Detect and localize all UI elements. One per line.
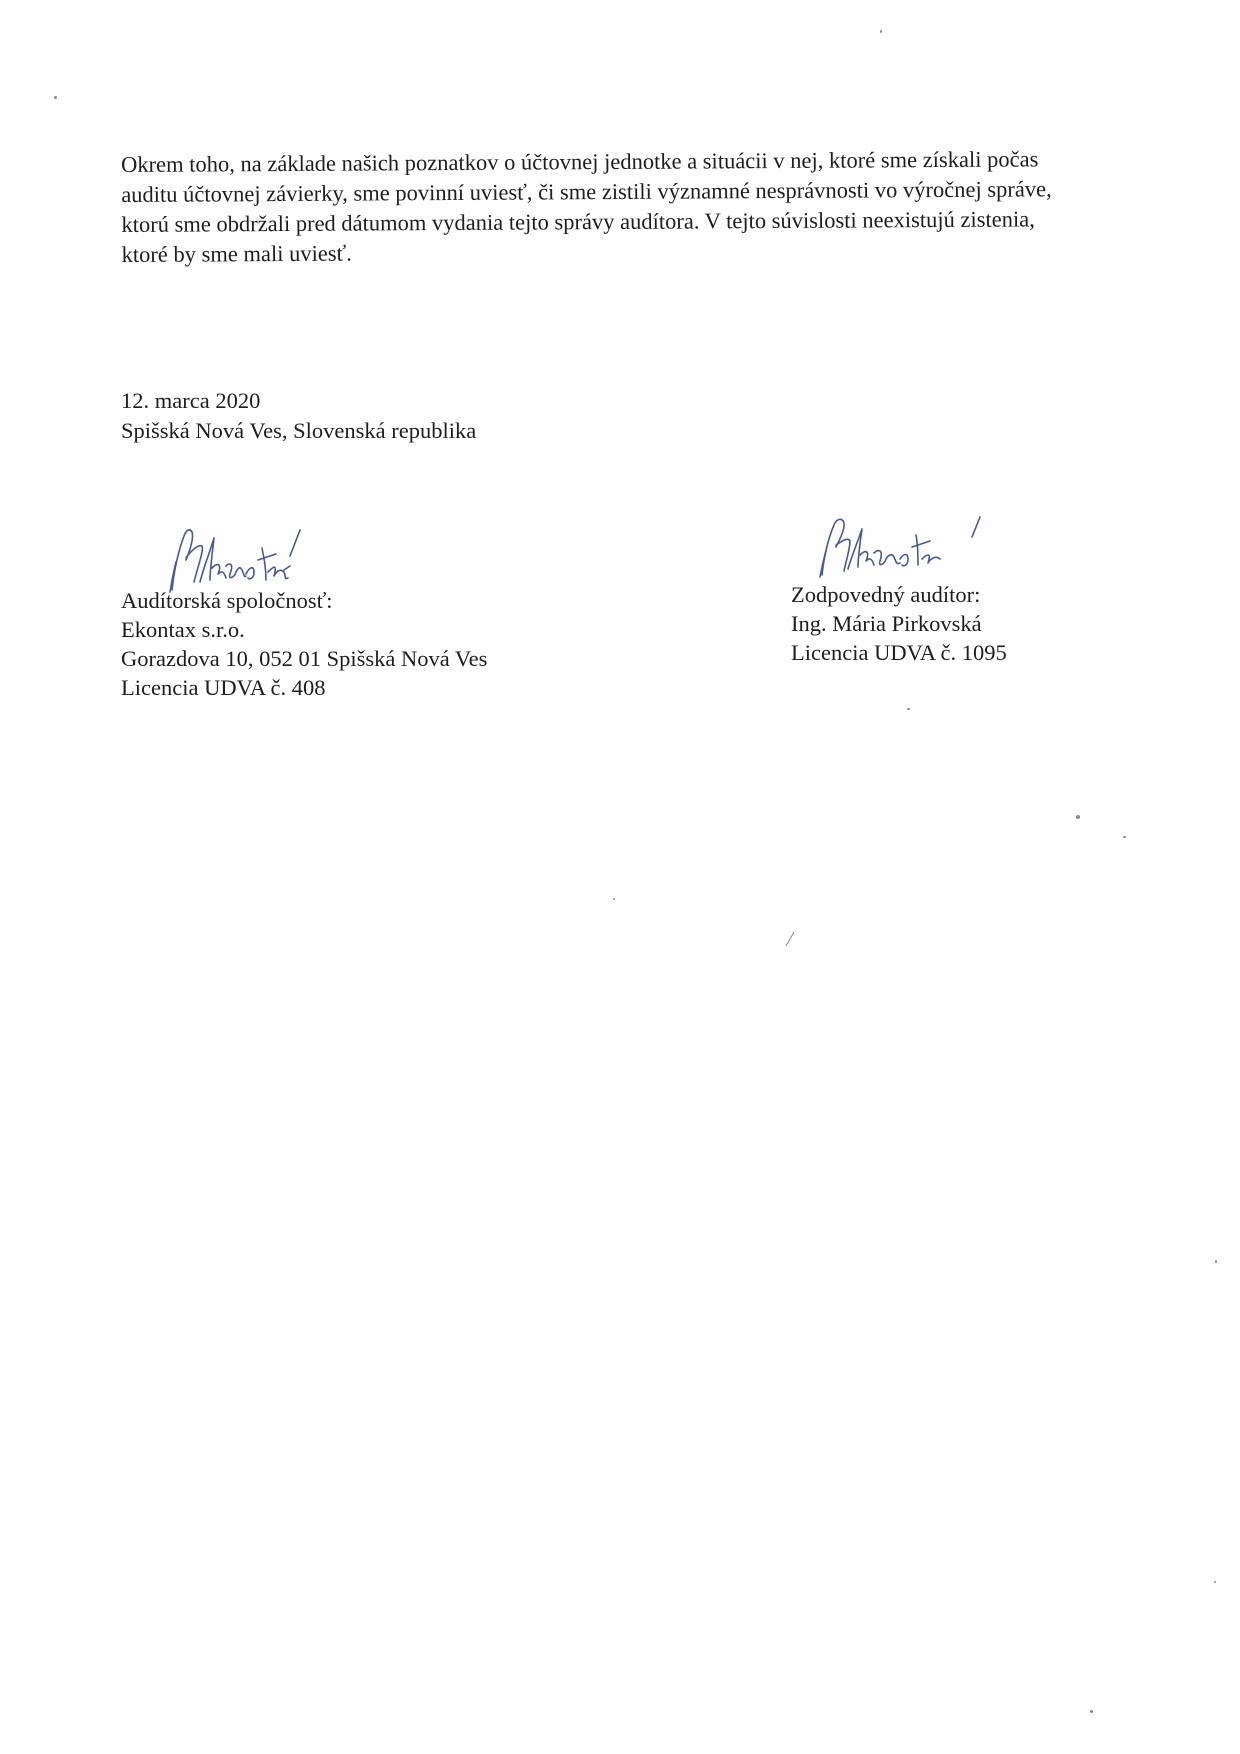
scan-speck [1123, 836, 1126, 838]
scan-speck [613, 898, 615, 900]
scan-speck [1214, 1581, 1216, 1583]
auditor-name: Ing. Mária Pirkovská [791, 611, 982, 636]
scan-speck [907, 708, 910, 710]
audit-firm-address: Gorazdova 10, 052 01 Spišská Nová Ves [121, 646, 488, 671]
findings-paragraph [121, 144, 1162, 270]
scan-speck [1090, 1710, 1093, 1713]
audit-firm-block [121, 586, 487, 702]
paragraph-line-2: auditu účtovnej závierky, sme povinní uviesť, či sme zistili významné nesprávnosti vo výročnej správe, [121, 176, 1052, 207]
report-date: 12. marca 2020 [121, 388, 261, 413]
audit-firm-license: Licencia UDVA č. 408 [121, 675, 326, 700]
paragraph-line-1: Okrem toho, na základe našich poznatkov o účtovnej jednotke a situácii v nej, ktoré sme získali počas [121, 146, 1039, 177]
auditor-license: Licencia UDVA č. 1095 [791, 640, 1007, 665]
scan-speck [880, 30, 882, 33]
scan-mark [784, 930, 796, 948]
scan-speck [1076, 815, 1080, 819]
scan-speck [54, 96, 57, 99]
auditor-signature-icon [812, 513, 992, 583]
auditor-block [791, 580, 1007, 667]
paragraph-line-3: ktorú sme obdržali pred dátumom vydania tejto správy audítora. V tejto súvislosti neexistujú zistenia, [121, 206, 1035, 237]
date-place-block [121, 386, 476, 446]
audit-firm-name: Ekontax s.r.o. [121, 617, 245, 642]
paragraph-line-4: ktoré by sme mali uviesť. [121, 240, 352, 267]
scan-speck [1215, 1260, 1217, 1263]
report-place: Spišská Nová Ves, Slovenská republika [121, 418, 477, 443]
audit-firm-label: Audítorská spoločnosť: [121, 588, 333, 613]
auditor-label: Zodpovedný audítor: [791, 582, 981, 607]
